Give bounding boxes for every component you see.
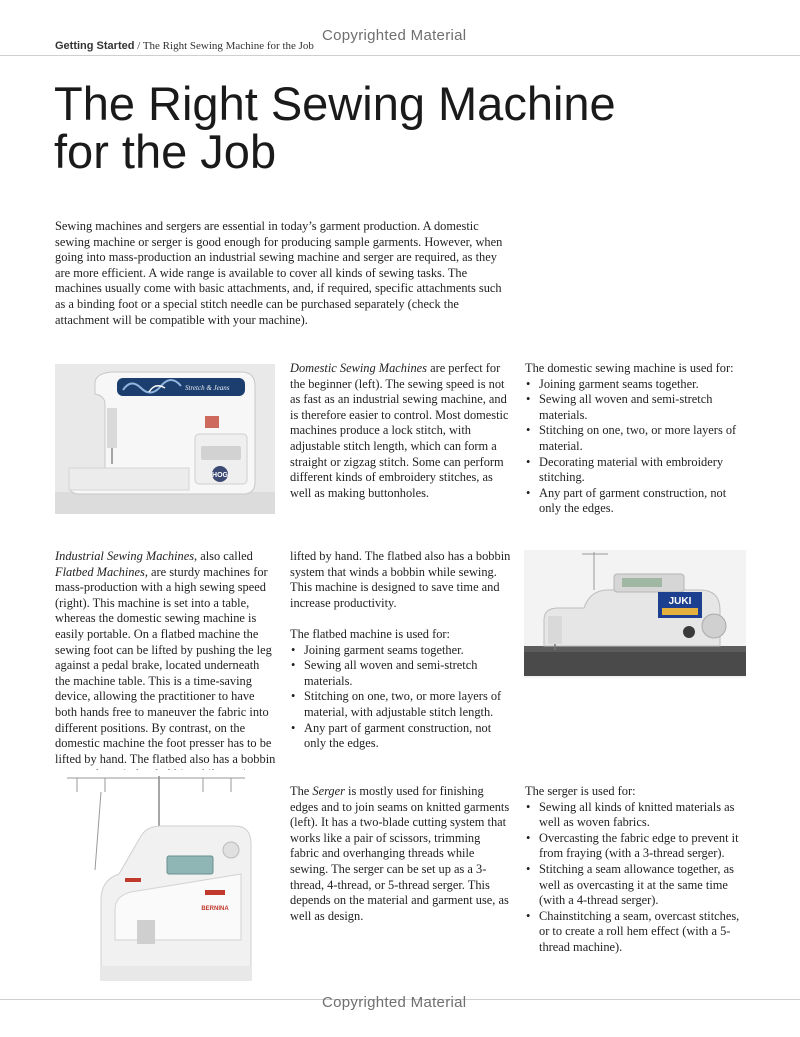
list-item: • Sewing all woven and semi-stretch materials. — [525, 392, 747, 423]
domestic-description — [290, 361, 512, 501]
domestic-sewing-machine-image — [55, 364, 275, 514]
list-item: • Stitching on one, two, or more layers of material. — [525, 423, 747, 454]
flatbed-uses — [290, 549, 512, 752]
domestic-brand-badge: HOG — [212, 472, 228, 479]
breadcrumb-separator: / — [137, 40, 141, 52]
list-item: • Overcasting the fabric edge to prevent it from fraying (with a 3-thread serger). — [525, 831, 747, 862]
list-item: • Any part of garment construction, not only the edges. — [525, 486, 747, 517]
breadcrumb — [55, 40, 314, 52]
serger-list-heading: The serger is used for: — [525, 784, 636, 798]
list-item: • Any part of garment construction, not only the edges. — [290, 721, 512, 752]
serger-brand-label: BERNINA — [201, 906, 229, 912]
breadcrumb-page: The Right Sewing Machine for the Job — [142, 40, 314, 52]
list-item: • Joining garment seams together. — [525, 377, 747, 393]
page-title — [54, 77, 616, 178]
serger-term: Serger — [312, 784, 345, 798]
list-item: • Sewing all kinds of knitted materials as well as woven fabrics. — [525, 800, 747, 831]
watermark-bottom: Copyrighted Material — [322, 994, 467, 1011]
breadcrumb-section[interactable]: Getting Started — [55, 40, 135, 52]
page-title-line-1: The Right Sewing Machine — [54, 77, 616, 130]
list-item: • Joining garment seams together. — [290, 643, 512, 659]
industrial-alt-term: Flatbed Machines — [55, 564, 145, 579]
serger-description — [290, 784, 512, 924]
industrial-description — [55, 549, 277, 766]
flatbed-list — [290, 643, 512, 752]
page-title-line-2: for the Job — [54, 125, 277, 178]
industrial-sewing-machine-image — [524, 550, 746, 678]
serger-list — [525, 800, 747, 956]
domestic-list-heading: The domestic sewing machine is used for: — [525, 361, 734, 375]
list-item: • Chainstitching a seam, overcast stitches, or to create a roll hem effect (with a 5-thread machine). — [525, 909, 747, 956]
watermark-top: Copyrighted Material — [322, 27, 467, 44]
list-item: • Sewing all woven and semi-stretch materials. — [290, 658, 512, 689]
list-item: • Stitching on one, two, or more layers of material, with adjustable stitch length. — [290, 689, 512, 720]
domestic-uses — [525, 361, 747, 517]
list-item: • Stitching a seam allowance together, as well as overcasting it at the same time (with a 4-thread serger). — [525, 862, 747, 909]
intro-paragraph: Sewing machines and sergers are essential in today’s garment production. A domestic sewing machine or serger is good enough for producing sample garments. However, when going into mass-production an industrial sewing machine and serger are required, as they are more efficient. A wide range is available to cover all kinds of sewing tasks. The machines usually come with basic attachments, and, if required, specific attachments such as a binding foot or a special stitch needle can be purchased separately (check the attachment will be compatible with your machine). — [55, 219, 503, 327]
industrial-term: Industrial Sewing Machines — [55, 549, 195, 563]
serger-pre: The — [290, 784, 313, 798]
flatbed-list-heading: The flatbed machine is used for: — [290, 626, 450, 641]
industrial-brand-label: JUKI — [668, 596, 692, 607]
domestic-term: Domestic Sewing Machines — [290, 361, 427, 375]
list-item: • Decorating material with embroidery stitching. — [525, 455, 747, 486]
serger-text: is mostly used for finishing edges and to join seams on knitted garments (left). It has a two-blade cutting system that works like a pair of scissors, trimming fabric and overhanging threads while sewing. The serger can be set up as a 3-thread, 4-thread, or 5-thread serger. This depends on the material and garment use, as well as design. — [290, 784, 510, 923]
domestic-list — [525, 377, 747, 517]
serger-uses — [525, 784, 747, 956]
domestic-text: are perfect for the beginner (left). The sewing speed is not as fast as an industrial sewing machine, and is therefore easier to control. Most domestic machines produce a lock stitch, with adjustable stitch length, which can form a straight or zigzag stitch. Some can perform different kinds of embroidery stitches, as well as making buttonholes. — [290, 361, 509, 500]
domestic-model-label: Stretch & Jeans — [185, 384, 230, 392]
header-divider — [0, 55, 800, 56]
industrial-also: , also called — [194, 549, 253, 563]
industrial-continued: lifted by hand. The flatbed also has a bobbin system that winds a bobbin while sewing. This machine is designed to save time and increase productivity. — [290, 549, 511, 610]
industrial-text: , are sturdy machines for mass-production with a high sewing speed (right). This machine is set into a table, whereas the domestic sewing machine is easily portable. On a flatbed machine the sewing foot can be lifted by pushing the leg against a pedal brake, located underneath the machine table. This is a time-saving device, allowing the practitioner to have both hands free to maneuver the fabric into different positions. By contrast, on the domestic machine the foot presser has to be lifted by hand. The flatbed also has a bobbin — [55, 564, 276, 766]
serger-image — [55, 770, 275, 992]
